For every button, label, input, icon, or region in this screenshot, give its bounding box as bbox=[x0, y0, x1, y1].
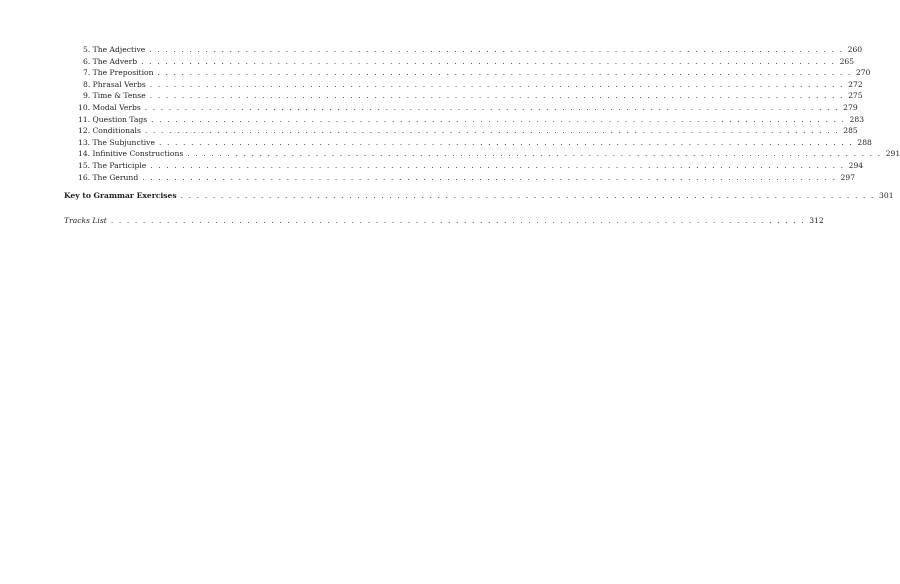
toc-entry-label: 10. Modal Verbs bbox=[78, 103, 141, 112]
dot-leader: . . . . . . . . . . . . . . . . . . . . . . . . . . . . . . . . . . . . . . . . . . . . . . . . . . . . . . . . . . . . . . . . . . . . . . . . . . . . . . . . . . . . . . . bbox=[158, 137, 854, 147]
toc-entry bbox=[78, 103, 858, 113]
toc-entry-page: 285 bbox=[843, 126, 858, 136]
dot-leader: . . . . . . . . . . . . . . . . . . . . . . . . . . . . . . . . . . . . . . . . . . . . . . . . . . . . . . . . . . . . . . . . . . . . . . . . . . . . . . . . . . . . . . . bbox=[187, 149, 882, 159]
toc-entry-page: 291 bbox=[885, 149, 900, 159]
toc-entry-label: Key to Grammar Exercises bbox=[64, 191, 177, 200]
toc-entry-label: 5. The Adjective bbox=[83, 45, 146, 54]
toc-entry-label: 12. Conditionals bbox=[78, 126, 141, 136]
toc-entry-page: 294 bbox=[848, 161, 864, 170]
toc-entry-label: 11. Question Tags bbox=[78, 114, 148, 124]
toc-entry-page: 279 bbox=[843, 103, 858, 112]
dot-leader: . . . . . . . . . . . . . . . . . . . . . . . . . . . . . . . . . . . . . . . . . . . . . . . . . . . . . . . . . . . . . . . . . . . . . . . . . . . . . . . . . . . . . . . bbox=[144, 126, 840, 136]
toc-entry-page: 260 bbox=[847, 45, 863, 54]
toc-entry bbox=[78, 172, 856, 183]
toc-entry bbox=[83, 91, 863, 101]
toc-entry-label: 15. The Participle bbox=[78, 161, 147, 170]
dot-leader: . . . . . . . . . . . . . . . . . . . . . . . . . . . . . . . . . . . . . . . . . . . . . . . . . . . . . . . . . . . . . . . . . . . . . . . . . . . . . . . . . . . . . . . bbox=[157, 68, 852, 78]
toc-entry bbox=[78, 114, 865, 125]
dot-leader: . . . . . . . . . . . . . . . . . . . . . . . . . . . . . . . . . . . . . . . . . . . . . . . . . . . . . . . . . . . . . . . . . . . . . . . . . . . . . . . . . . . . . . . bbox=[149, 91, 845, 101]
toc-entry bbox=[78, 149, 900, 159]
toc-entry-label: Tracks List bbox=[64, 216, 107, 225]
toc-entry-tracks bbox=[64, 216, 824, 226]
dot-leader: . . . . . . . . . . . . . . . . . . . . . . . . . . . . . . . . . . . . . . . . . . . . . . . . . . . . . . . . . . . . . . . . . . . . . . . . . . . . . . . . . . . . . . . bbox=[150, 161, 845, 170]
dot-leader: . . . . . . . . . . . . . . . . . . . . . . . . . . . . . . . . . . . . . . . . . . . . . . . . . . . . . . . . . . . . . . . . . . . . . . . . . . . . . . . . . . . . . . . bbox=[149, 79, 845, 89]
dot-leader: . . . . . . . . . . . . . . . . . . . . . . . . . . . . . . . . . . . . . . . . . . . . . . . . . . . . . . . . . . . . . . . . . . . . . . . . . . . . . . . . . . . . . . . bbox=[141, 56, 836, 66]
dot-leader: . . . . . . . . . . . . . . . . . . . . . . . . . . . . . . . . . . . . . . . . . . . . . . . . . . . . . . . . . . . . . . . . . . . . . . . . . . . . . . . . . . . . . . . bbox=[142, 172, 837, 182]
toc-entry-page: 312 bbox=[809, 216, 824, 225]
toc-entry-label: 14. Infinitive Constructions bbox=[78, 149, 184, 159]
toc-entry bbox=[83, 79, 863, 90]
toc-entry bbox=[83, 45, 863, 55]
toc-entry-label: 9. Time & Tense bbox=[83, 91, 146, 101]
dot-leader: . . . . . . . . . . . . . . . . . . . . . . . . . . . . . . . . . . . . . . . . . . . . . . . . . . . . . . . . . . . . . . . . . . . . . . . . . . . . . . . . . . . . . . . bbox=[149, 45, 844, 54]
toc-entry-page: 275 bbox=[848, 91, 863, 101]
toc-entry-page: 288 bbox=[857, 137, 872, 147]
dot-leader: . . . . . . . . . . . . . . . . . . . . . . . . . . . . . . . . . . . . . . . . . . . . . . . . . . . . . . . . . . . . . . . . . . . . . . . . . . . . . . . . . . . . . . . bbox=[180, 191, 876, 200]
toc-entry-key bbox=[64, 191, 894, 201]
dot-leader: . . . . . . . . . . . . . . . . . . . . . . . . . . . . . . . . . . . . . . . . . . . . . . . . . . . . . . . . . . . . . . . . . . . . . . . . . . . . . . . . . . . . . . . bbox=[110, 216, 806, 225]
toc-entry bbox=[78, 161, 864, 171]
toc-entry bbox=[78, 126, 858, 136]
toc-entry bbox=[83, 56, 855, 67]
toc-entry-label: 7. The Preposition bbox=[83, 68, 154, 78]
toc-entry-label: 13. The Subjunctive bbox=[78, 137, 155, 147]
toc-entry-label: 8. Phrasal Verbs bbox=[83, 79, 146, 89]
toc-entry-page: 270 bbox=[855, 68, 871, 78]
toc-entry-label: 16. The Gerund bbox=[78, 172, 139, 182]
toc-entry bbox=[83, 68, 871, 78]
toc-entry-page: 297 bbox=[840, 172, 856, 182]
dot-leader: . . . . . . . . . . . . . . . . . . . . . . . . . . . . . . . . . . . . . . . . . . . . . . . . . . . . . . . . . . . . . . . . . . . . . . . . . . . . . . . . . . . . . . . bbox=[144, 103, 840, 112]
toc-entry-page: 301 bbox=[879, 191, 894, 200]
toc-entry-page: 283 bbox=[849, 114, 865, 124]
toc-entry-page: 265 bbox=[839, 56, 855, 66]
toc-entry bbox=[78, 137, 872, 148]
toc-entry-label: 6. The Adverb bbox=[83, 56, 138, 66]
dot-leader: . . . . . . . . . . . . . . . . . . . . . . . . . . . . . . . . . . . . . . . . . . . . . . . . . . . . . . . . . . . . . . . . . . . . . . . . . . . . . . . . . . . . . . . bbox=[151, 114, 846, 124]
toc-entry-page: 272 bbox=[848, 79, 863, 89]
